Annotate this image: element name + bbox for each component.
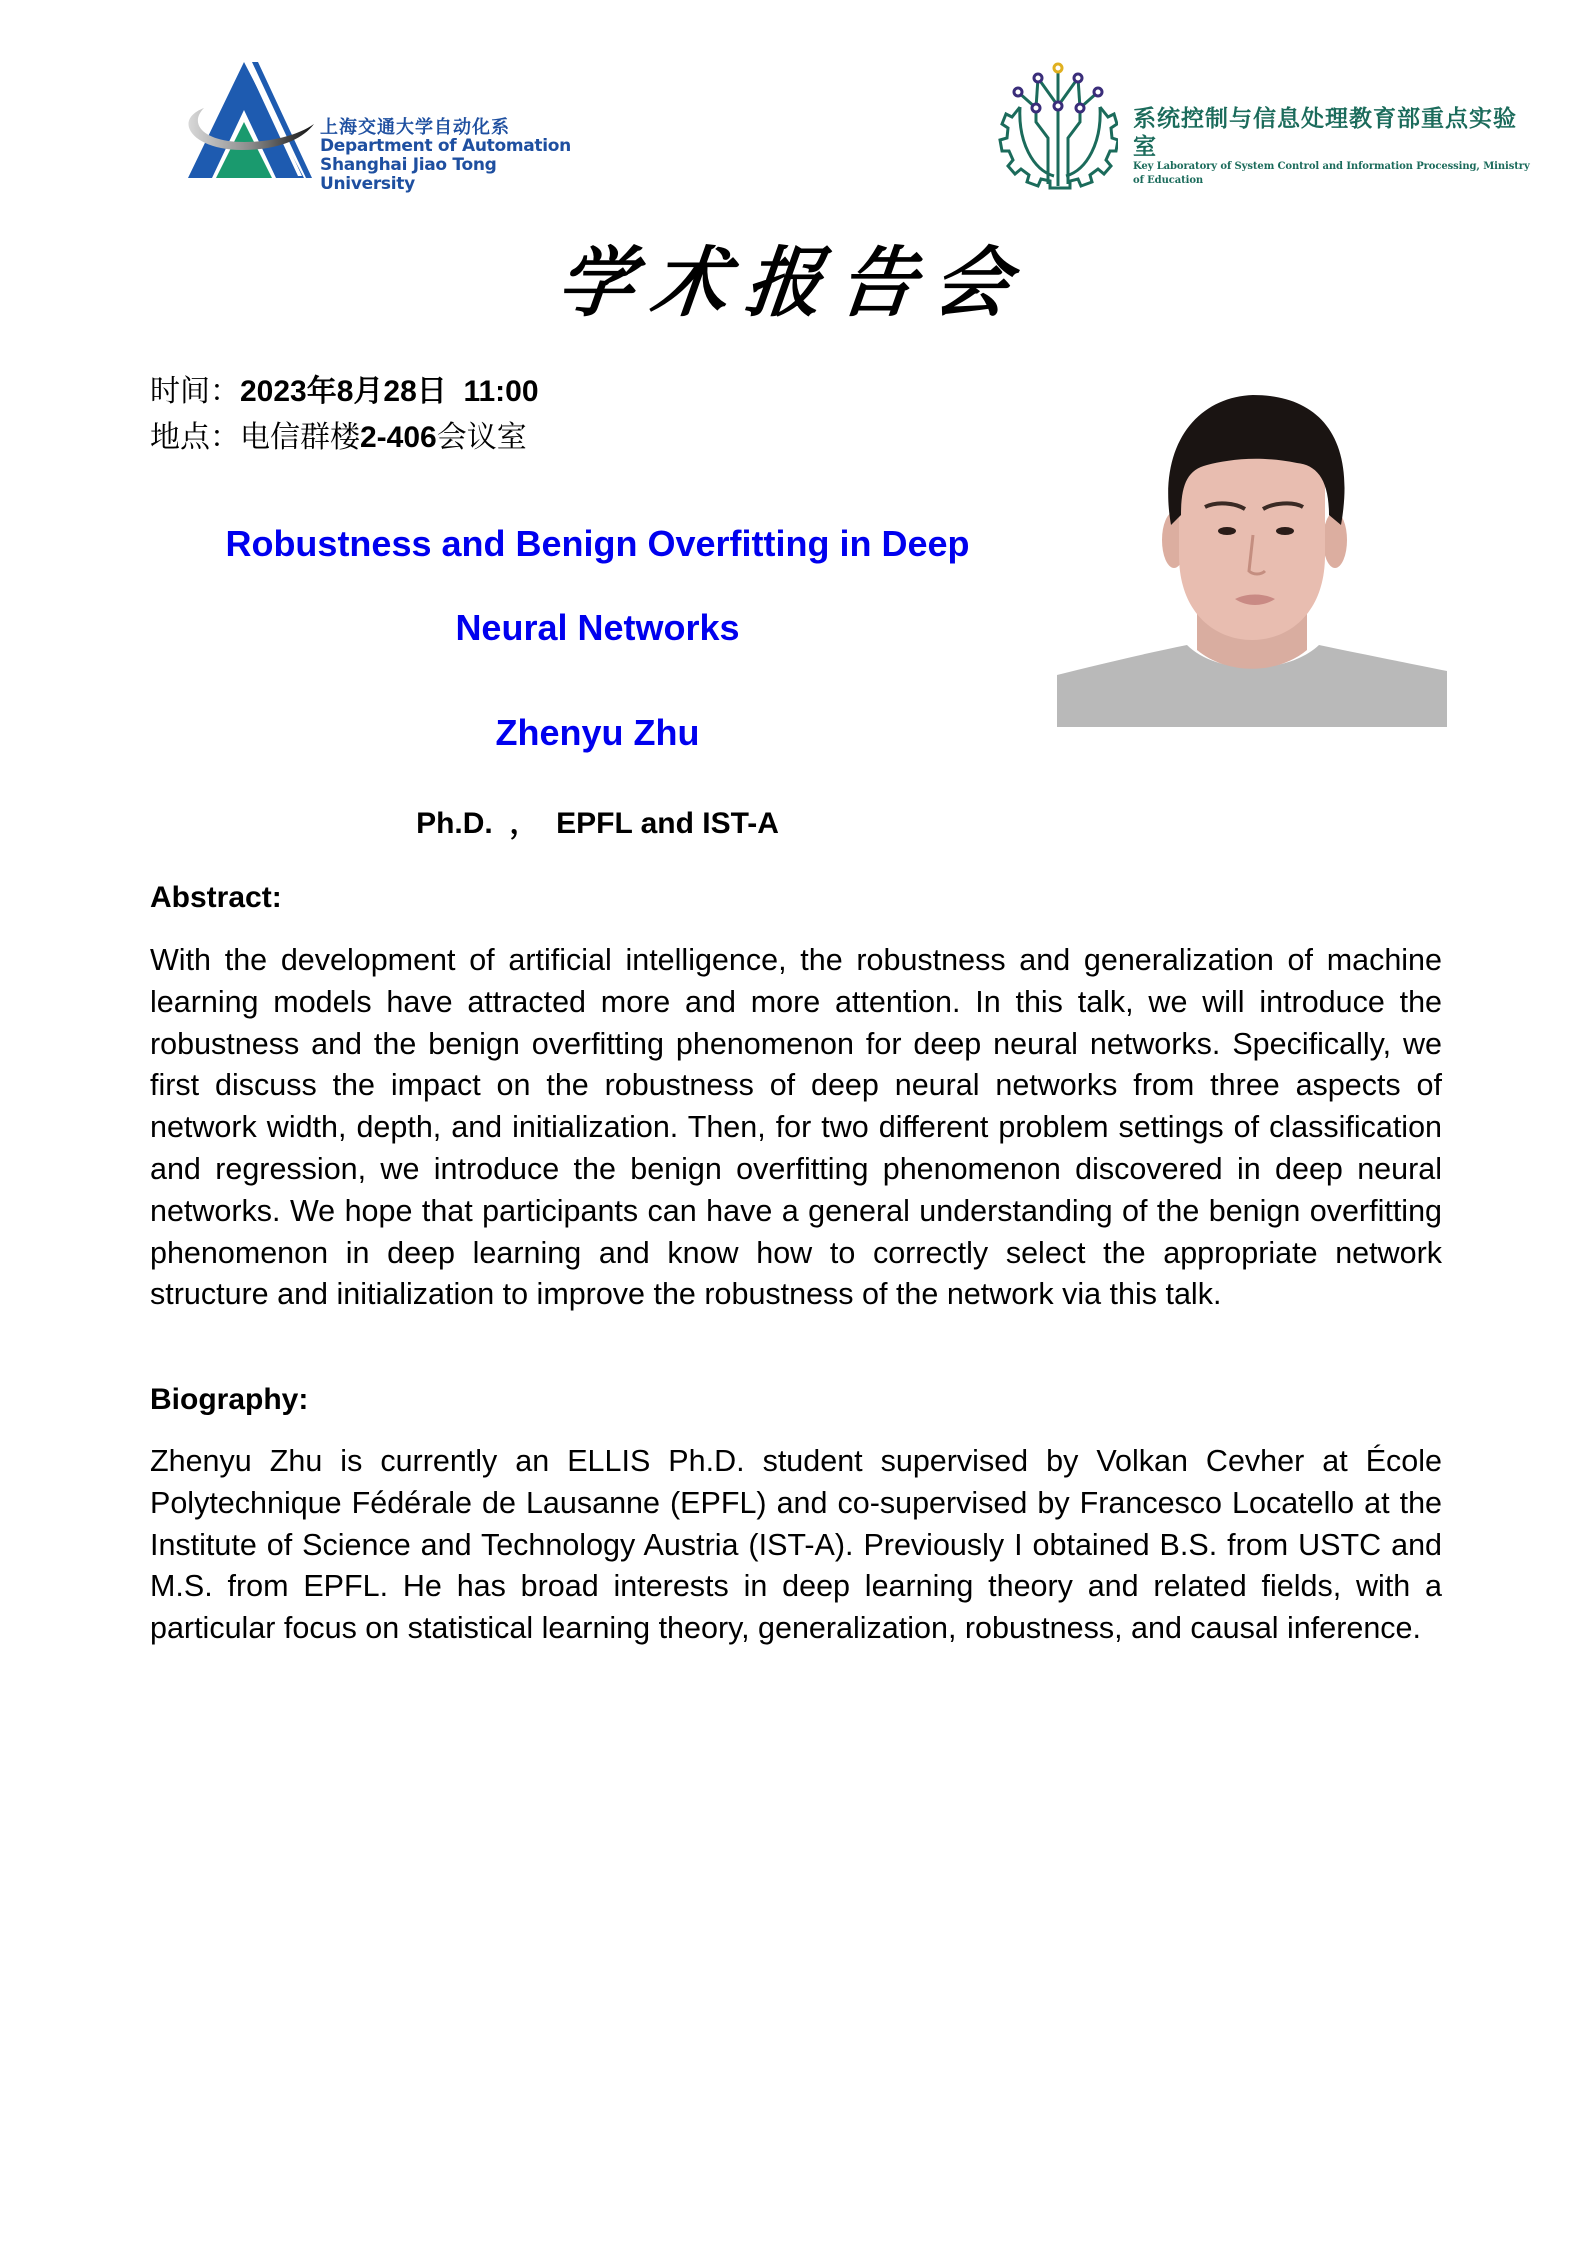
gear-circuit-logo-icon: [998, 62, 1118, 192]
sjtu-automation-logo: [182, 58, 582, 194]
key-laboratory-logo: [998, 62, 1538, 192]
time-label: 时间：: [150, 375, 240, 408]
biography-text: Zhenyu Zhu is currently an ELLIS Ph.D. student supervised by Volkan Cevher at École Polytechnique Fédérale de Lausanne (EPFL) and co-supervised by Francesco Locatello at the Institute of Science and Technology Austria (IST-A). Previously I obtained B.S. from USTC and M.S. from EPFL. He has broad interests in deep learning theory and related fields, with a particular focus on statistical learning theory, generalization, robustness, and causal inference.: [150, 1444, 1442, 1646]
place-value-text: 电信群楼2-406会议室: [240, 421, 527, 454]
lab-logo-text: [1133, 104, 1538, 188]
time-value: 2023年8月28日 11:00: [240, 375, 539, 408]
speaker-portrait-icon: [1057, 375, 1447, 727]
biography-heading: Biography:: [150, 1383, 309, 1416]
lab-name-en: Key Laboratory of System Control and Information Processing, Ministry of Education: [1133, 161, 1530, 186]
speaker-name: Zhenyu Zhu: [495, 712, 700, 753]
event-place: [150, 418, 527, 458]
sjtu-logo-text: [320, 118, 582, 194]
page-title: 学术报告会: [553, 238, 1033, 327]
abstract-heading: Abstract:: [150, 881, 282, 914]
speaker-affiliation: Ph.D. ， EPFL and IST-A: [416, 807, 779, 840]
event-time: [150, 372, 539, 412]
dept-name-cn: 上海交通大学自动化系: [320, 117, 510, 137]
dept-name-en: Department of Automation: [320, 136, 571, 156]
place-value: [240, 421, 527, 454]
lab-name-cn: 系统控制与信息处理教育部重点实验室: [1133, 105, 1517, 159]
place-label: 地点：: [150, 421, 240, 454]
talk-title-line-1: Robustness and Benign Overfitting in Deep: [225, 523, 970, 564]
university-name-en: Shanghai Jiao Tong University: [320, 155, 497, 194]
sjtu-a-logo-icon: [182, 58, 317, 184]
talk-title-line-2: Neural Networks: [455, 607, 740, 648]
speaker-photo: [1057, 375, 1447, 727]
abstract-text: With the development of artificial intelligence, the robustness and generalization of machine learning models have attracted more and more attention. In this talk, we will introduce the robustness and the benign overfitting phenomenon for deep neural networks. Specifically, we first discuss the impact on the robustness of deep neural networks from three aspects of network width, depth, and initialization. Then, for two different problem settings of classification and regression, we introduce the benign overfitting phenomenon discovered in deep neural networks. We hope that participants can have a general understanding of the benign overfitting phenomenon in deep learning and know how to correctly select the appropriate network structure and initialization to improve the robustness of the network via this talk.: [150, 943, 1442, 1312]
